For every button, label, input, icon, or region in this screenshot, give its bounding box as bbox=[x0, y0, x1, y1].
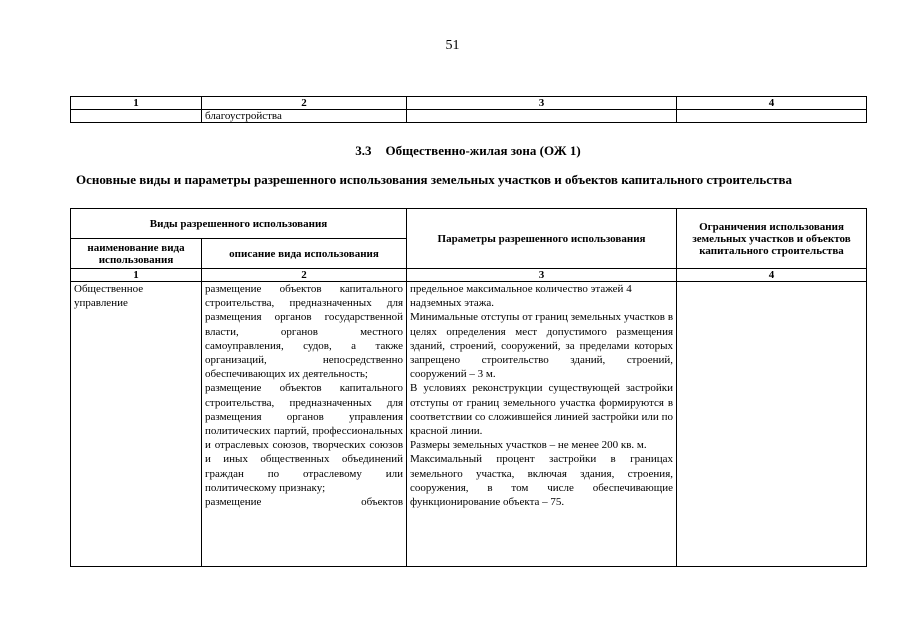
column-number: 4 bbox=[677, 269, 867, 282]
column-number: 3 bbox=[407, 97, 677, 110]
table-cell bbox=[677, 110, 867, 123]
column-number: 4 bbox=[677, 97, 867, 110]
section-number: 3.3 bbox=[355, 143, 372, 158]
use-name-cell bbox=[71, 282, 202, 567]
column-number: 1 bbox=[71, 97, 202, 110]
group-header: Виды разрешенного использования bbox=[71, 209, 407, 239]
column-number: 2 bbox=[202, 97, 407, 110]
subtitle: Основные виды и параметры разрешенного использования земельных участков и объектов капитального строительства bbox=[76, 172, 792, 187]
continuation-table bbox=[70, 96, 867, 123]
params-header: Параметры разрешенного использования bbox=[407, 209, 677, 269]
table-cell bbox=[71, 110, 202, 123]
parameter-paragraph: Минимальные отступы от границ земельных участков в целях определения мест допустимого размещения зданий, строений, сооружений, за пределами которых запрещено строительство зданий, строений, сооружений – 3 м. bbox=[410, 311, 674, 381]
parameter-paragraph: В условиях реконструкции существующей застройки отступы от границ земельного участка формируются в соответствии со сложившейся линией застройки или по красной линии. bbox=[410, 382, 674, 438]
column-number: 3 bbox=[407, 269, 677, 282]
parameter-paragraph: предельное максимальное количество этажей 4 надземных этажа. bbox=[410, 283, 632, 310]
table-cell bbox=[407, 110, 677, 123]
page-number: 51 bbox=[445, 38, 460, 53]
parameter-paragraph: Максимальный процент застройки в границах земельного участка, включая здания, строения, сооружения, в том числе обеспечивающие функционирование объекта – 75. bbox=[410, 453, 674, 509]
parameters-cell bbox=[407, 282, 677, 567]
continuation-table-header bbox=[71, 97, 867, 110]
description-paragraph: размещение объектов bbox=[205, 496, 404, 509]
zone-table bbox=[70, 208, 867, 567]
use-name: Общественное управление bbox=[74, 283, 144, 310]
section-title: Общественно-жилая зона (ОЖ 1) bbox=[385, 143, 581, 158]
column-number: 2 bbox=[202, 269, 407, 282]
name-header: наименование вида использования bbox=[71, 239, 202, 269]
restrictions-header: Ограничения использования земельных участков и объектов капитального строительства bbox=[677, 209, 867, 269]
section-heading bbox=[70, 143, 866, 159]
parameter-paragraph: Размеры земельных участков – не менее 200 кв. м. bbox=[410, 439, 647, 452]
description-header: описание вида использования bbox=[202, 239, 407, 269]
table-cell: благоустройства bbox=[202, 110, 407, 123]
table-row bbox=[71, 110, 867, 123]
use-description-cell bbox=[202, 282, 407, 567]
description-paragraph: размещение объектов капитального строительства, предназначенных для размещения органов управления политических партий, профессиональных и отраслевых союзов, творческих союзов и иных общественных объединений граждан по отраслевому или политическому признаку; bbox=[205, 382, 404, 494]
table-row bbox=[71, 282, 867, 567]
column-number: 1 bbox=[71, 269, 202, 282]
description-paragraph: размещение объектов капитального строительства, предназначенных для размещения органов государственной власти, органов местного самоуправления, судов, а также организаций, непосредственно обеспечивающих их деятельность; bbox=[205, 283, 404, 381]
restrictions-cell bbox=[677, 282, 867, 567]
